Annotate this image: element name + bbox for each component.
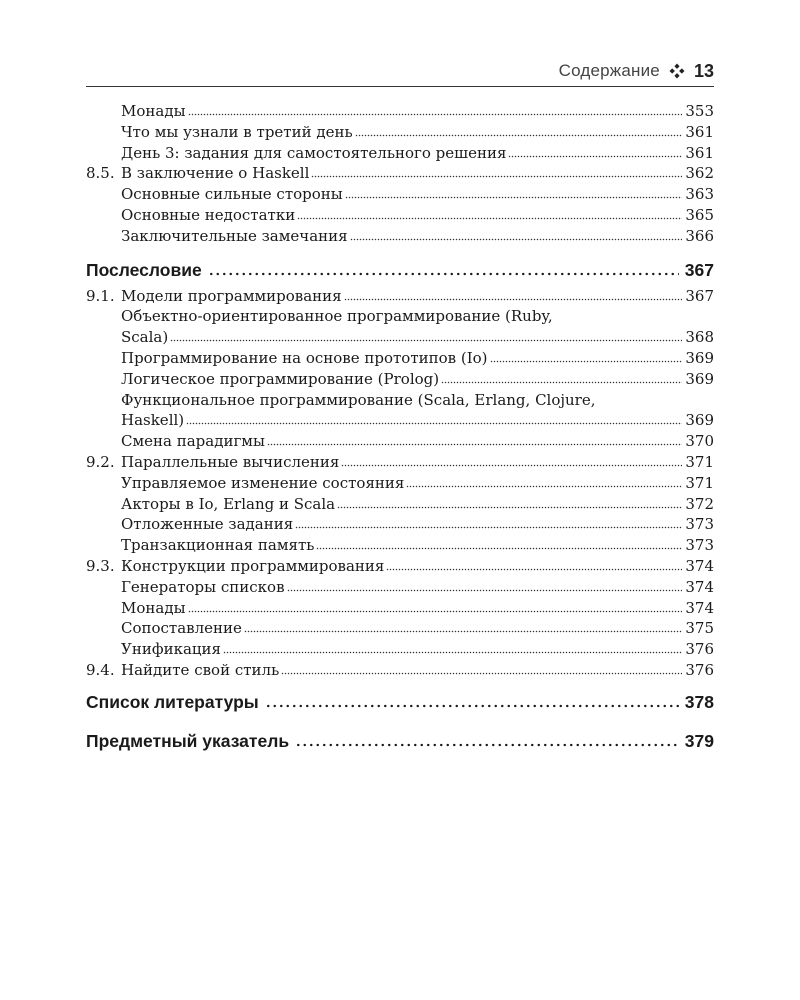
toc-section-entry[interactable] — [86, 660, 714, 681]
toc-entry-page: 369 — [685, 411, 714, 430]
toc-entry[interactable] — [86, 639, 714, 660]
toc-entry[interactable] — [86, 348, 714, 369]
toc-entry-page: 375 — [685, 619, 714, 638]
toc-entry-page: 371 — [685, 452, 714, 471]
toc-entry-label: Унификация — [121, 640, 221, 659]
toc-entry-page: 361 — [685, 143, 714, 162]
toc-entry[interactable] — [86, 184, 714, 205]
toc-section-entry[interactable] — [86, 556, 714, 577]
table-of-contents — [86, 101, 714, 752]
dot-leader — [345, 195, 683, 199]
dot-leader — [508, 154, 682, 158]
toc-entry-page: 365 — [685, 205, 714, 224]
dot-leader — [386, 567, 682, 571]
toc-entry[interactable] — [86, 473, 714, 494]
toc-chapter-index[interactable] — [86, 730, 714, 752]
toc-entry-page: 363 — [685, 185, 714, 204]
dot-leader — [490, 359, 683, 363]
toc-entry-page: 373 — [685, 515, 714, 534]
toc-entry[interactable] — [86, 410, 714, 431]
toc-entry[interactable] — [86, 577, 714, 598]
toc-entry-page: 369 — [685, 348, 714, 367]
toc-entry[interactable] — [86, 143, 714, 164]
toc-entry-label: Сопоставление — [121, 619, 242, 638]
toc-entry-page: 362 — [685, 164, 714, 183]
dot-leader — [344, 297, 683, 301]
toc-entry[interactable] — [86, 598, 714, 619]
four-diamond-ornament-icon — [669, 63, 685, 79]
dot-leader — [281, 671, 682, 675]
toc-entry-label: Основные недостатки — [121, 205, 296, 224]
toc-section-entry[interactable] — [86, 286, 714, 307]
dot-leader — [350, 237, 683, 241]
toc-entry-label: Что мы узнали в третий день — [121, 122, 353, 141]
dot-leader — [188, 609, 683, 613]
toc-entry-page: 353 — [685, 102, 714, 120]
toc-entry-page: 361 — [685, 122, 714, 141]
running-header — [86, 58, 714, 87]
toc-entry-page: 374 — [685, 598, 714, 617]
toc-entry-label: Управляемое изменение состояния — [121, 473, 405, 492]
toc-entry-page: 376 — [685, 660, 714, 679]
toc-chapter-label: Список литературы — [86, 691, 259, 712]
toc-entry-wrapped-line[interactable] — [86, 390, 714, 411]
toc-chapter-bibliography[interactable] — [86, 691, 714, 713]
dot-leader — [341, 463, 682, 467]
toc-entry-label: Конструкции программирования — [121, 556, 385, 575]
toc-entry[interactable] — [86, 205, 714, 226]
toc-entry-page: 374 — [685, 577, 714, 596]
toc-entry-page: 368 — [685, 328, 714, 347]
toc-entry-label: Монады — [121, 598, 186, 617]
toc-entry-label: Функциональное программирование (Scala, Erlang, Clojure, — [121, 390, 596, 409]
dot-leader — [287, 588, 683, 592]
dot-leader — [188, 112, 683, 116]
toc-entry[interactable] — [86, 122, 714, 143]
toc-entry-page: 376 — [685, 640, 714, 659]
toc-entry-label: Модели программирования — [121, 286, 342, 305]
toc-entry-label: Найдите свой стиль — [121, 660, 280, 679]
toc-entry-label: В заключение о Haskell — [121, 164, 310, 183]
toc-section-entry[interactable] — [86, 163, 714, 184]
toc-entry-label: Объектно-ориентированное программирование (Ruby, — [121, 307, 553, 326]
toc-entry-number: 8.5. — [86, 164, 115, 183]
dot-leader — [186, 421, 682, 425]
toc-entry-label: День 3: задания для самостоятельного решения — [121, 143, 507, 162]
toc-entry-wrapped-line[interactable] — [86, 306, 714, 327]
toc-entry-number: 9.4. — [86, 660, 115, 679]
dot-leader — [355, 133, 683, 137]
dot-leader — [406, 484, 682, 488]
toc-chapter-label: Послесловие — [86, 259, 202, 280]
toc-chapter-afterword[interactable] — [86, 259, 714, 281]
toc-entry-label-continued: Scala) — [121, 328, 169, 347]
toc-chapter-page: 367 — [684, 259, 714, 280]
dot-leader — [441, 380, 682, 384]
toc-entry-label: Программирование на основе прототипов (Io) — [121, 348, 488, 367]
dot-leader — [295, 743, 679, 747]
toc-entry-page: 366 — [685, 226, 714, 245]
toc-entry-label: Генераторы списков — [121, 577, 285, 596]
toc-entry-number: 9.1. — [86, 286, 115, 305]
dot-leader — [208, 272, 679, 276]
dot-leader — [244, 629, 682, 633]
toc-entry[interactable] — [86, 535, 714, 556]
header-section-title: Содержание — [558, 61, 660, 80]
toc-entry[interactable] — [86, 494, 714, 515]
toc-entry-number: 9.3. — [86, 556, 115, 575]
toc-entry-number: 9.2. — [86, 452, 115, 471]
toc-entry-page: 372 — [685, 494, 714, 513]
toc-chapter-page: 379 — [684, 730, 714, 751]
header-page-number: 13 — [693, 60, 714, 81]
toc-entry-label: Смена парадигмы — [121, 432, 265, 451]
toc-entry-label: Основные сильные стороны — [121, 185, 343, 204]
dot-leader — [265, 704, 679, 708]
toc-entry-label: Отложенные задания — [121, 515, 294, 534]
toc-chapter-page: 378 — [684, 691, 714, 712]
dot-leader — [295, 525, 682, 529]
toc-entry[interactable] — [86, 431, 714, 452]
toc-entry-page: 371 — [685, 473, 714, 492]
header-right-group — [559, 58, 714, 84]
dot-leader — [297, 216, 682, 220]
toc-chapter-label: Предметный указатель — [86, 730, 290, 751]
dot-leader — [170, 338, 682, 342]
toc-entry-label: Акторы в Io, Erlang и Scala — [121, 494, 336, 513]
toc-entry-page: 373 — [685, 536, 714, 555]
toc-entry-page: 369 — [685, 369, 714, 388]
toc-entry-page: 374 — [685, 556, 714, 575]
toc-entry-label: Логическое программирование (Prolog) — [121, 369, 440, 388]
toc-entry[interactable] — [86, 514, 714, 535]
toc-section-entry[interactable] — [86, 452, 714, 473]
dot-leader — [267, 442, 682, 446]
dot-leader — [337, 505, 682, 509]
dot-leader — [316, 546, 682, 550]
toc-entry-page: 370 — [685, 432, 714, 451]
toc-entry-label-continued: Haskell) — [121, 411, 185, 430]
toc-entry[interactable] — [86, 226, 714, 247]
toc-entry-label: Монады — [121, 102, 186, 120]
toc-entry-label: Заключительные замечания — [121, 226, 348, 245]
dot-leader — [223, 650, 682, 654]
dot-leader — [311, 174, 682, 178]
toc-entry[interactable] — [86, 327, 714, 348]
toc-entry[interactable] — [86, 618, 714, 639]
toc-entry-label: Транзакционная память — [121, 536, 315, 555]
toc-entry-page: 367 — [685, 286, 714, 305]
toc-entry[interactable] — [86, 101, 714, 122]
toc-entry[interactable] — [86, 369, 714, 390]
toc-entry-label: Параллельные вычисления — [121, 452, 340, 471]
